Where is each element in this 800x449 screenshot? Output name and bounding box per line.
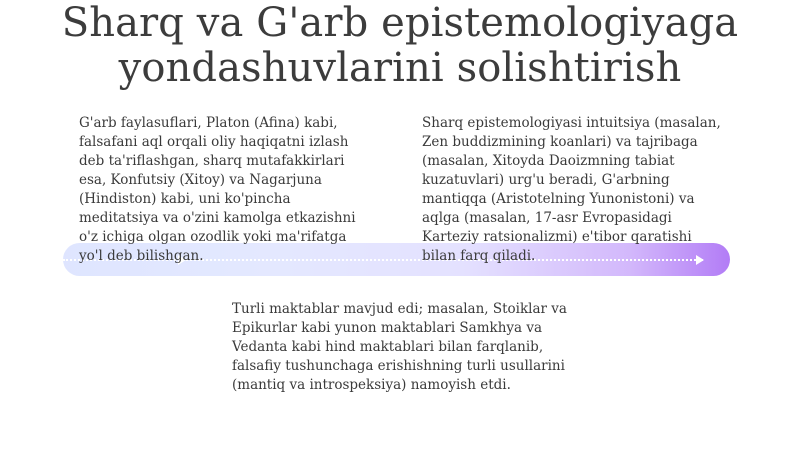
eastern-epistemology-paragraph [422,114,752,266]
paragraph-line: G'arb faylasuflari, Platon (Afina) kabi, [79,115,338,131]
paragraph-line: bilan farq qiladi. [422,248,536,264]
slide-title-line-1: Sharq va G'arb epistemologiyaga [61,0,739,46]
slide-title-line-2: yondashuvlarini solishtirish [118,45,682,91]
paragraph-line: deb ta'riflashgan, sharq mutafakkirlari [79,153,345,169]
paragraph-line: meditatsiya va o'zini kamolga etkazishni [79,210,356,226]
paragraph-line: esa, Konfutsiy (Xitoy) va Nagarjuna [79,172,322,188]
paragraph-line: Turli maktablar mavjud edi; masalan, Stoiklar va [232,301,567,317]
paragraph-line: aqlga (masalan, 17-asr Evropasidagi [422,210,672,226]
slide-title [0,0,800,91]
paragraph-line: falsafiy tushunchaga erishishning turli usullarini [232,358,565,374]
paragraph-line: o'z ichiga olgan ozodlik yoki ma'rifatga [79,229,347,245]
paragraph-line: mantiqqa (Aristotelning Yunonistoni) va [422,191,695,207]
paragraph-line: (mantiq va introspeksiya) namoyish etdi. [232,377,511,393]
paragraph-line: (Hindiston) kabi, uni ko'pincha [79,191,291,207]
schools-comparison-paragraph [232,300,612,395]
paragraph-line: Karteziy ratsionalizmi) e'tibor qaratishi [422,229,692,245]
paragraph-line: Epikurlar kabi yunon maktablari Samkhya va [232,320,543,336]
paragraph-line: Vedanta kabi hind maktablari bilan farqlanib, [232,339,544,355]
paragraph-line: Zen buddizmining koanlari) va tajribaga [422,134,698,150]
western-philosophy-paragraph [79,114,389,266]
paragraph-line: yo'l deb bilishgan. [79,248,204,264]
paragraph-line: kuzatuvlari) urg'u beradi, G'arbning [422,172,670,188]
paragraph-line: Sharq epistemologiyasi intuitsiya (masalan, [422,115,721,131]
paragraph-line: falsafani aql orqali oliy haqiqatni izlash [79,134,349,150]
paragraph-line: (masalan, Xitoyda Daoizmning tabiat [422,153,675,169]
